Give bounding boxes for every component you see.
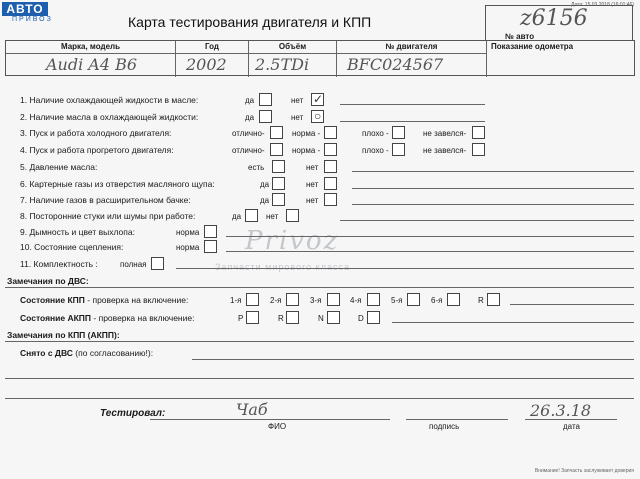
kpp-label: Состояние КПП [20, 295, 85, 305]
watermark [215, 222, 445, 282]
item-3-normal-checkbox[interactable] [324, 126, 337, 139]
item-4-opt-excellent: отлично- [232, 146, 265, 155]
kpp-gear-1-label: 1-я [230, 296, 242, 305]
kpp-gear-1-checkbox[interactable] [246, 293, 259, 306]
item-7-opt-no: нет [306, 196, 319, 205]
item-8-line [340, 220, 634, 221]
make-model-header: Марка, модель [60, 42, 121, 51]
kpp-gear-2-checkbox[interactable] [286, 293, 299, 306]
remarks-kpp-label: Замечания по КПП (АКПП): [7, 330, 120, 340]
remarks-dvs-label: Замечания по ДВС: [7, 276, 89, 286]
logo-subtext: ПРИВОЗ [12, 16, 53, 23]
kpp-gear-4-checkbox[interactable] [367, 293, 380, 306]
item-6-yes-checkbox[interactable] [272, 177, 285, 190]
item-7-yes-checkbox[interactable] [272, 193, 285, 206]
auto-number-label: № авто [505, 32, 535, 41]
brand-logo [2, 2, 68, 24]
item-4-label: 4. Пуск и работа прогретого двигателя: [20, 145, 174, 155]
item-2-line [340, 121, 485, 122]
akpp-row [20, 313, 194, 323]
tester-signature: Чаб [236, 400, 268, 419]
akpp-sublabel: - проверка на включение: [91, 313, 195, 323]
akpp-d-checkbox[interactable] [367, 311, 380, 324]
item-4-opt-bad: плохо - [362, 146, 389, 155]
tested-label: Тестировал: [100, 408, 166, 419]
remarks-dvs-line [5, 287, 634, 288]
akpp-p-checkbox[interactable] [246, 311, 259, 324]
removed-line-3 [5, 398, 634, 399]
item-1-check-mark: ✓ [313, 92, 324, 106]
item-1-yes-checkbox[interactable] [259, 93, 272, 106]
item-6-opt-yes: да [260, 180, 270, 189]
volume-value: 2.5TDi [255, 55, 310, 74]
item-11-line [176, 268, 634, 269]
removed-label: Снято с ДВС [20, 348, 73, 358]
kpp-sublabel: - проверка на включение: [84, 295, 189, 305]
item-9-opt-normal: норма [176, 228, 200, 237]
item-7-opt-yes: да [260, 196, 270, 205]
item-5-no-checkbox[interactable] [324, 160, 337, 173]
item-2-label: 2. Наличие масла в охлаждающей жидкости: [20, 112, 199, 122]
item-3-opt-normal: норма - [292, 129, 321, 138]
item-1-opt-no: нет [291, 96, 304, 105]
kpp-row [20, 295, 188, 305]
item-6-opt-no: нет [306, 180, 319, 189]
item-7-line [352, 204, 634, 205]
date-label: дата [563, 422, 580, 431]
item-6-label: 6. Картерные газы из отверстия масляного щупа: [20, 179, 215, 189]
remarks-kpp-line [5, 341, 634, 342]
item-10-label: 10. Состояние сцепления: [20, 242, 124, 252]
kpp-gear-6-label: 6-я [431, 296, 443, 305]
date-value: 26.3.18 [530, 401, 592, 420]
footer-note: Внимание! Запчасть заслуживает доверия [534, 468, 634, 474]
item-9-line [226, 236, 634, 237]
item-6-line [352, 188, 634, 189]
watermark-text: Запчасти мирового класса [215, 262, 350, 272]
item-5-opt-yes: есть [248, 163, 265, 172]
kpp-gear-r-label: R [478, 296, 484, 305]
item-9-normal-checkbox[interactable] [204, 225, 217, 238]
item-2-check-mark: ○ [314, 109, 322, 123]
engine-number-header: № двигателя [385, 42, 438, 51]
item-4-not-started-checkbox[interactable] [472, 143, 485, 156]
make-model-value: Audi A4 B6 [46, 55, 138, 74]
item-11-label: 11. Комплектность : [20, 259, 98, 269]
item-3-not-started-checkbox[interactable] [472, 126, 485, 139]
akpp-label: Состояние АКПП [20, 313, 92, 323]
kpp-gear-3-label: 3-я [310, 296, 322, 305]
item-5-yes-checkbox[interactable] [272, 160, 285, 173]
odometer-label: Показание одометра [491, 42, 574, 51]
item-8-no-checkbox[interactable] [286, 209, 299, 222]
akpp-line [392, 322, 634, 323]
engine-number-cell [337, 41, 487, 77]
item-1-opt-yes: да [245, 96, 255, 105]
item-8-opt-yes: да [232, 212, 242, 221]
item-8-yes-checkbox[interactable] [245, 209, 258, 222]
volume-header: Объём [278, 42, 307, 51]
item-10-opt-normal: норма [176, 243, 200, 252]
kpp-gear-6-checkbox[interactable] [447, 293, 460, 306]
item-11-full-checkbox[interactable] [151, 257, 164, 270]
fio-line [150, 419, 390, 420]
logo-text: АВТО [2, 2, 48, 16]
item-5-label: 5. Давление масла: [20, 162, 98, 172]
volume-cell [249, 41, 337, 77]
fio-label: ФИО [268, 422, 287, 431]
watermark-logo: Privoz [245, 226, 340, 256]
akpp-n-checkbox[interactable] [327, 311, 340, 324]
kpp-gear-5-label: 5-я [391, 296, 403, 305]
kpp-gear-4-label: 4-я [350, 296, 362, 305]
item-10-normal-checkbox[interactable] [204, 240, 217, 253]
year-header: Год [205, 42, 219, 51]
auto-number-value: z6156 [520, 6, 588, 31]
removed-row [20, 348, 153, 358]
item-3-opt-excellent: отлично- [232, 129, 265, 138]
item-6-no-checkbox[interactable] [324, 177, 337, 190]
item-7-label: 7. Наличие газов в расширительном бачке: [20, 195, 191, 205]
kpp-gear-r-checkbox[interactable] [487, 293, 500, 306]
akpp-p-label: P [238, 314, 244, 323]
item-9-label: 9. Дымность и цвет выхлопа: [20, 227, 135, 237]
akpp-n-label: N [318, 314, 324, 323]
kpp-line [510, 304, 634, 305]
item-8-opt-no: нет [266, 212, 279, 221]
akpp-d-label: D [358, 314, 364, 323]
item-3-bad-checkbox[interactable] [392, 126, 405, 139]
item-1-label: 1. Наличие охлаждающей жидкости в масле: [20, 95, 199, 105]
item-4-excellent-checkbox[interactable] [270, 143, 283, 156]
item-2-opt-yes: да [245, 113, 255, 122]
kpp-gear-3-checkbox[interactable] [327, 293, 340, 306]
item-2-opt-no: нет [291, 113, 304, 122]
signature-line [406, 419, 508, 420]
item-2-yes-checkbox[interactable] [259, 110, 272, 123]
engine-number-value: BFC024567 [347, 55, 444, 74]
header-divider [6, 53, 487, 54]
year-value: 2002 [186, 55, 227, 74]
removed-sublabel: (по согласованию!): [72, 348, 154, 358]
year-cell [176, 41, 249, 77]
signature-label: подпись [429, 422, 460, 431]
item-1-line [340, 104, 485, 105]
item-8-label: 8. Посторонние стуки или шумы при работе: [20, 211, 196, 221]
item-4-normal-checkbox[interactable] [324, 143, 337, 156]
make-model-cell [6, 41, 176, 77]
item-3-opt-not-started: не завелся- [423, 129, 467, 138]
kpp-gear-2-label: 2-я [270, 296, 282, 305]
item-10-line [226, 251, 634, 252]
item-11-opt-full: полная [120, 260, 147, 269]
item-4-opt-normal: норма - [292, 146, 321, 155]
item-3-opt-bad: плохо - [362, 129, 389, 138]
item-7-no-checkbox[interactable] [324, 193, 337, 206]
print-date-note: Дата: 15.03.2018 (16:01:46) [570, 2, 634, 8]
item-3-label: 3. Пуск и работа холодного двигателя: [20, 128, 172, 138]
item-4-opt-not-started: не завелся- [423, 146, 467, 155]
page-title: Карта тестирования двигателя и КПП [128, 14, 372, 30]
kpp-gear-5-checkbox[interactable] [407, 293, 420, 306]
item-5-opt-no: нет [306, 163, 319, 172]
item-5-line [352, 171, 634, 172]
item-3-excellent-checkbox[interactable] [270, 126, 283, 139]
akpp-r-label: R [278, 314, 284, 323]
removed-line-2 [5, 378, 634, 379]
item-4-bad-checkbox[interactable] [392, 143, 405, 156]
akpp-r-checkbox[interactable] [286, 311, 299, 324]
removed-line-1 [192, 359, 634, 360]
